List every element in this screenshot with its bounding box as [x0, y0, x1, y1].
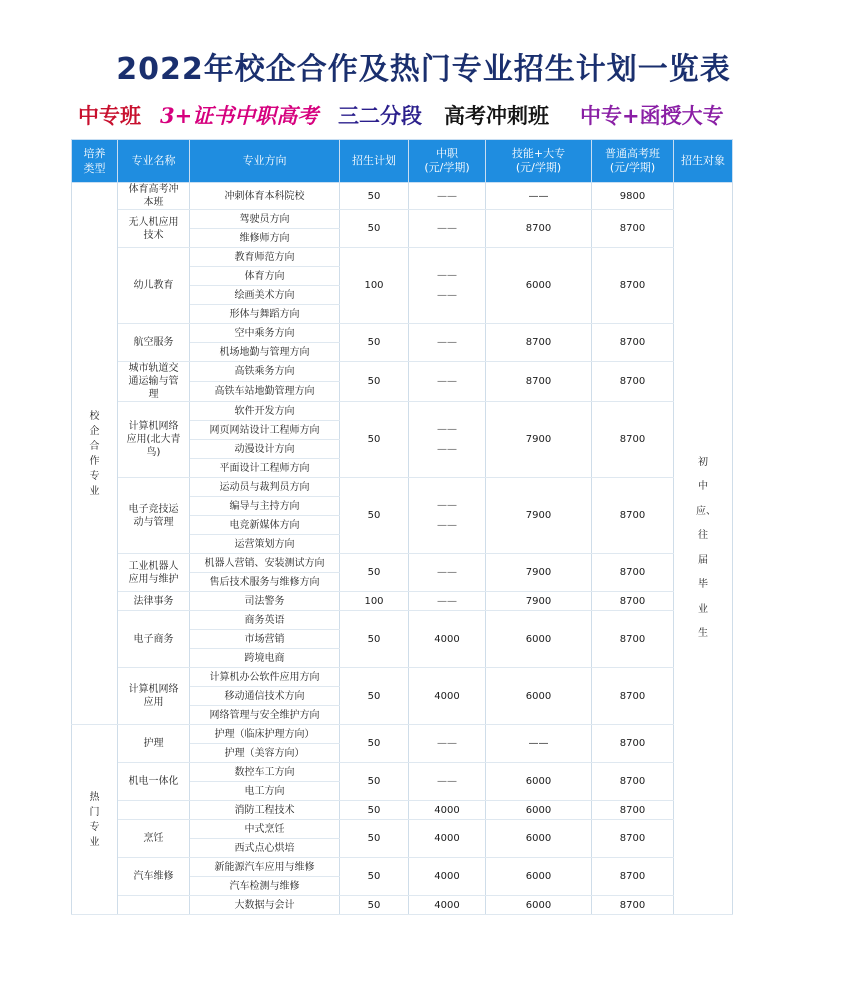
- regular-fee: 8700: [592, 668, 674, 725]
- plan-count: 50: [340, 362, 409, 402]
- major-name: 航空服务: [118, 324, 190, 362]
- skill-fee: 6000: [486, 801, 592, 820]
- major-direction: 机器人营销、安装测试方向: [190, 554, 340, 573]
- plan-count: 50: [340, 763, 409, 801]
- major-direction: 新能源汽车应用与维修: [190, 858, 340, 877]
- table-row: [72, 896, 733, 915]
- skill-fee: 8700: [486, 362, 592, 402]
- header-major: 专业名称: [118, 140, 190, 183]
- major-direction: 跨境电商: [190, 649, 340, 668]
- skill-fee: 7900: [486, 592, 592, 611]
- major-direction: 高铁车站地勤管理方向: [190, 382, 340, 402]
- major-name: 城市轨道交通运输与管理: [118, 362, 190, 402]
- plan-count: 50: [340, 183, 409, 210]
- major-direction: 运动员与裁判员方向: [190, 478, 340, 497]
- plan-count: 50: [340, 554, 409, 592]
- major-name: 烹饪: [118, 820, 190, 858]
- major-direction: 绘画美术方向: [190, 286, 340, 305]
- secondary-fee: ——: [409, 324, 486, 362]
- table-row: [72, 210, 733, 229]
- table-row: [72, 248, 733, 267]
- major-name: 法律事务: [118, 592, 190, 611]
- major-name: 护理: [118, 725, 190, 763]
- major-direction: 维修师方向: [190, 229, 340, 248]
- major-name: 幼儿教育: [118, 248, 190, 324]
- banner-item: 中专班: [78, 104, 141, 128]
- major-direction: 移动通信技术方向: [190, 687, 340, 706]
- skill-fee: 6000: [486, 248, 592, 324]
- major-name: 计算机网络应用: [118, 668, 190, 725]
- table-row: [72, 402, 733, 421]
- major-direction: 冲刺体育本科院校: [190, 183, 340, 210]
- major-direction: 西式点心烘培: [190, 839, 340, 858]
- major-direction: 司法警务: [190, 592, 340, 611]
- major-name: 机电一体化: [118, 763, 190, 801]
- secondary-fee: —— ——: [409, 248, 486, 324]
- skill-fee: ——: [486, 183, 592, 210]
- regular-fee: 8700: [592, 210, 674, 248]
- category-cell: 校企合作专业: [72, 183, 118, 725]
- major-direction: 护理（临床护理方向）: [190, 725, 340, 744]
- major-direction: 平面设计工程师方向: [190, 459, 340, 478]
- major-direction: 动漫设计方向: [190, 440, 340, 459]
- regular-fee: 8700: [592, 820, 674, 858]
- table-row: [72, 324, 733, 343]
- target-audience: 初中应、往届毕业生: [674, 183, 733, 915]
- table-row: [72, 725, 733, 744]
- program-banner: [0, 100, 847, 130]
- major-name: [118, 801, 190, 820]
- skill-fee: 6000: [486, 820, 592, 858]
- major-direction: 数控车工方向: [190, 763, 340, 782]
- major-name: 汽车维修: [118, 858, 190, 896]
- banner-item: 中专+函授大专: [580, 104, 724, 128]
- regular-fee: 8700: [592, 324, 674, 362]
- major-direction: 编导与主持方向: [190, 497, 340, 516]
- secondary-fee: —— ——: [409, 478, 486, 554]
- major-direction: 电工方向: [190, 782, 340, 801]
- major-direction: 计算机办公软件应用方向: [190, 668, 340, 687]
- skill-fee: ——: [486, 725, 592, 763]
- regular-fee: 8700: [592, 725, 674, 763]
- banner-item: 高考冲刺班: [444, 104, 549, 128]
- major-direction: 售后技术服务与维修方向: [190, 573, 340, 592]
- header-category: 培养类型: [72, 140, 118, 183]
- plan-count: 50: [340, 801, 409, 820]
- plan-count: 50: [340, 402, 409, 478]
- major-name: 无人机应用技术: [118, 210, 190, 248]
- major-direction: 体育方向: [190, 267, 340, 286]
- plan-count: 50: [340, 611, 409, 668]
- banner-item: 3+证书中职高考: [160, 103, 319, 128]
- table-row: [72, 763, 733, 782]
- major-direction: 中式烹饪: [190, 820, 340, 839]
- major-name: 计算机网络应用(北大青鸟): [118, 402, 190, 478]
- major-direction: 形体与舞蹈方向: [190, 305, 340, 324]
- table-row: [72, 554, 733, 573]
- secondary-fee: 4000: [409, 896, 486, 915]
- major-direction: 网络管理与安全维护方向: [190, 706, 340, 725]
- table-row: [72, 801, 733, 820]
- secondary-fee: 4000: [409, 820, 486, 858]
- major-direction: 电竞新媒体方向: [190, 516, 340, 535]
- major-name: 电子竞技运动与管理: [118, 478, 190, 554]
- skill-fee: 6000: [486, 668, 592, 725]
- skill-fee: 6000: [486, 763, 592, 801]
- secondary-fee: —— ——: [409, 402, 486, 478]
- banner-item: 三二分段: [338, 104, 422, 128]
- plan-count: 50: [340, 478, 409, 554]
- plan-count: 100: [340, 248, 409, 324]
- major-direction: 空中乘务方向: [190, 324, 340, 343]
- table-row: [72, 183, 733, 210]
- regular-fee: 8700: [592, 858, 674, 896]
- major-direction: 驾驶员方向: [190, 210, 340, 229]
- regular-fee: 8700: [592, 362, 674, 402]
- secondary-fee: ——: [409, 592, 486, 611]
- secondary-fee: 4000: [409, 858, 486, 896]
- major-direction: 运营策划方向: [190, 535, 340, 554]
- header-target: 招生对象: [674, 140, 733, 183]
- skill-fee: 6000: [486, 611, 592, 668]
- secondary-fee: ——: [409, 210, 486, 248]
- header-plan: 招生计划: [340, 140, 409, 183]
- header-skill: 技能+大专 (元/学期): [486, 140, 592, 183]
- major-direction: 教育师范方向: [190, 248, 340, 267]
- table-row: [72, 592, 733, 611]
- regular-fee: 8700: [592, 248, 674, 324]
- major-direction: 网页网站设计工程师方向: [190, 421, 340, 440]
- major-name: 电子商务: [118, 611, 190, 668]
- table-row: [72, 668, 733, 687]
- table-row: [72, 858, 733, 877]
- regular-fee: 8700: [592, 592, 674, 611]
- header-secondary: 中职 (元/学期): [409, 140, 486, 183]
- secondary-fee: ——: [409, 725, 486, 763]
- major-name: 工业机器人应用与维护: [118, 554, 190, 592]
- secondary-fee: 4000: [409, 668, 486, 725]
- secondary-fee: ——: [409, 763, 486, 801]
- major-direction: 消防工程技术: [190, 801, 340, 820]
- table-row: [72, 820, 733, 839]
- plan-count: 50: [340, 324, 409, 362]
- skill-fee: 7900: [486, 554, 592, 592]
- page-title: 2022年校企合作及热门专业招生计划一览表: [116, 52, 731, 87]
- header-regular: 普通高考班 (元/学期): [592, 140, 674, 183]
- table-row: [72, 478, 733, 497]
- skill-fee: 8700: [486, 324, 592, 362]
- regular-fee: 8700: [592, 801, 674, 820]
- regular-fee: 9800: [592, 183, 674, 210]
- major-direction: 商务英语: [190, 611, 340, 630]
- plan-count: 50: [340, 896, 409, 915]
- major-direction: 大数据与会计: [190, 896, 340, 915]
- plan-count: 50: [340, 858, 409, 896]
- category-cell: 热门专业: [72, 725, 118, 915]
- table-header-row: [72, 140, 733, 183]
- regular-fee: 8700: [592, 478, 674, 554]
- secondary-fee: ——: [409, 554, 486, 592]
- regular-fee: 8700: [592, 896, 674, 915]
- major-direction: 高铁乘务方向: [190, 362, 340, 382]
- major-direction: 市场营销: [190, 630, 340, 649]
- table-row: [72, 362, 733, 382]
- regular-fee: 8700: [592, 554, 674, 592]
- plan-count: 50: [340, 725, 409, 763]
- skill-fee: 8700: [486, 210, 592, 248]
- major-direction: 护理（美容方向）: [190, 744, 340, 763]
- skill-fee: 6000: [486, 896, 592, 915]
- skill-fee: 7900: [486, 478, 592, 554]
- major-name: 体育高考冲本班: [118, 183, 190, 210]
- major-name: [118, 896, 190, 915]
- major-direction: 软件开发方向: [190, 402, 340, 421]
- plan-count: 50: [340, 668, 409, 725]
- secondary-fee: ——: [409, 362, 486, 402]
- table-row: [72, 611, 733, 630]
- regular-fee: 8700: [592, 611, 674, 668]
- regular-fee: 8700: [592, 402, 674, 478]
- regular-fee: 8700: [592, 763, 674, 801]
- plan-count: 50: [340, 820, 409, 858]
- secondary-fee: ——: [409, 183, 486, 210]
- skill-fee: 7900: [486, 402, 592, 478]
- major-direction: 机场地勤与管理方向: [190, 343, 340, 362]
- secondary-fee: 4000: [409, 801, 486, 820]
- enrollment-table: [71, 139, 733, 915]
- major-direction: 汽车检测与维修: [190, 877, 340, 896]
- skill-fee: 6000: [486, 858, 592, 896]
- plan-count: 100: [340, 592, 409, 611]
- secondary-fee: 4000: [409, 611, 486, 668]
- header-direction: 专业方向: [190, 140, 340, 183]
- plan-count: 50: [340, 210, 409, 248]
